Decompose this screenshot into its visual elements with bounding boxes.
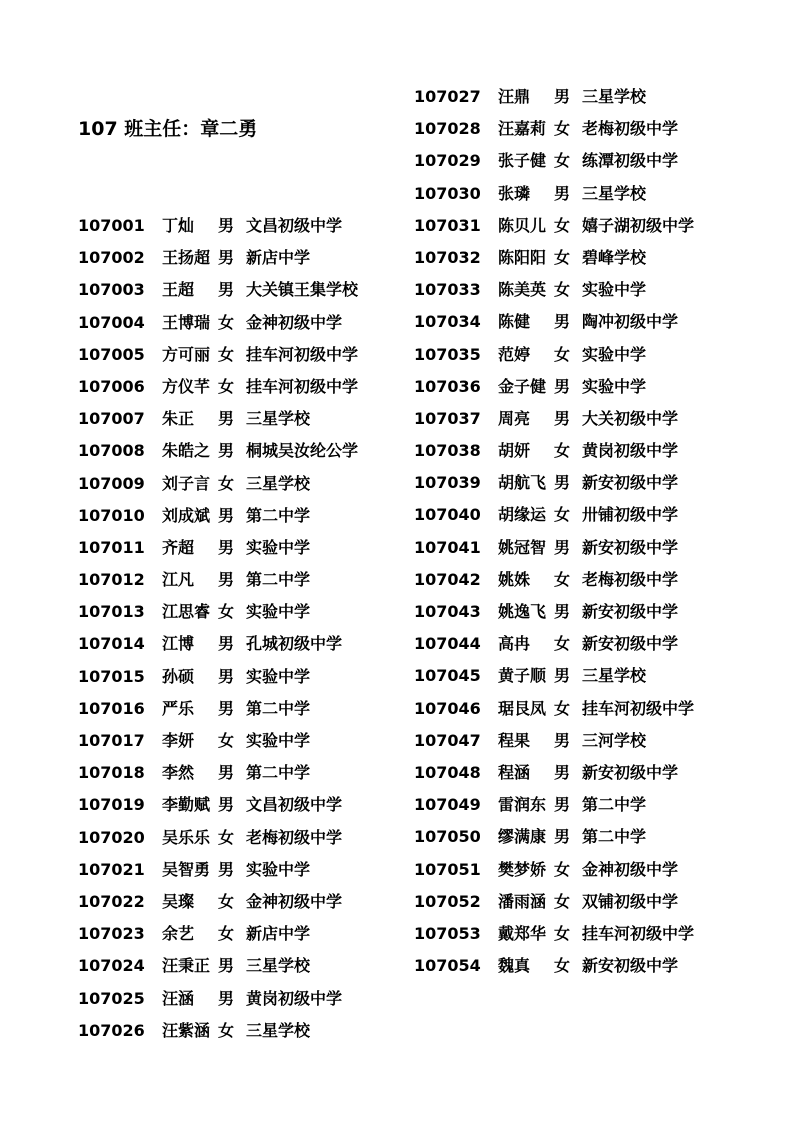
student-row — [78, 371, 408, 403]
student-row — [414, 660, 744, 692]
student-row — [414, 210, 744, 242]
student-row — [78, 822, 408, 854]
student-name: 姚姝 — [498, 569, 531, 589]
student-gender: 女 — [554, 634, 571, 654]
student-school: 实验中学 — [246, 602, 311, 622]
student-name: 孙硕 — [162, 666, 195, 686]
student-row — [414, 113, 744, 145]
student-school: 第二中学 — [582, 827, 647, 847]
student-gender: 女 — [218, 473, 235, 493]
student-row — [414, 693, 744, 725]
page-title: 107 班主任：章二勇 — [78, 118, 258, 140]
student-name: 李然 — [162, 763, 195, 783]
student-id: 107018 — [78, 763, 145, 783]
student-list-right — [414, 81, 744, 982]
student-name: 陈健 — [498, 312, 531, 332]
student-id: 107052 — [414, 891, 481, 911]
student-name: 周亮 — [498, 408, 531, 428]
student-school: 实验中学 — [246, 731, 311, 750]
student-gender: 女 — [554, 569, 571, 589]
student-school: 实验中学 — [582, 376, 647, 396]
student-gender: 男 — [218, 763, 235, 783]
student-school: 黄岗初级中学 — [246, 988, 343, 1008]
student-school: 练潭初级中学 — [582, 151, 679, 171]
student-school: 金神初级中学 — [582, 859, 679, 879]
student-id: 107027 — [414, 87, 481, 106]
student-gender: 男 — [554, 376, 571, 396]
student-row — [78, 435, 408, 467]
student-school: 第二中学 — [246, 698, 311, 718]
student-row — [78, 854, 408, 886]
student-gender: 男 — [218, 634, 235, 654]
student-school: 第二中学 — [582, 795, 647, 815]
student-name: 李勤赋 — [162, 795, 211, 815]
student-gender: 女 — [218, 1020, 235, 1040]
student-gender: 女 — [554, 698, 571, 718]
student-gender: 男 — [554, 762, 571, 782]
student-gender: 女 — [218, 376, 235, 396]
student-school: 孔城初级中学 — [246, 634, 343, 654]
student-school: 文昌初级中学 — [246, 795, 343, 815]
student-school: 第二中学 — [246, 505, 311, 525]
student-school: 老梅初级中学 — [246, 827, 343, 847]
student-gender: 男 — [218, 698, 235, 718]
student-gender: 女 — [554, 956, 571, 976]
student-id: 107002 — [78, 248, 145, 268]
student-id: 107050 — [414, 827, 481, 847]
student-row — [414, 725, 744, 757]
student-gender: 男 — [218, 956, 235, 976]
student-school: 实验中学 — [582, 280, 647, 300]
student-gender: 男 — [218, 988, 235, 1008]
student-row — [414, 886, 744, 918]
student-school: 实验中学 — [582, 344, 647, 364]
student-school: 三星学校 — [582, 666, 647, 686]
student-name: 姚逸飞 — [498, 602, 547, 621]
student-row — [414, 178, 744, 210]
student-school: 卅铺初级中学 — [582, 505, 679, 525]
student-name: 李妍 — [162, 731, 195, 750]
student-row — [78, 693, 408, 725]
student-id: 107009 — [78, 473, 145, 493]
student-name: 汪紫涵 — [162, 1020, 211, 1040]
student-school: 老梅初级中学 — [582, 119, 679, 139]
student-school: 大关镇王集学校 — [246, 280, 359, 300]
student-row — [78, 661, 408, 693]
student-school: 金神初级中学 — [246, 312, 343, 332]
student-name: 胡缘运 — [498, 505, 547, 525]
student-name: 高冉 — [498, 634, 531, 654]
student-id: 107017 — [78, 731, 145, 750]
student-gender: 男 — [554, 602, 571, 621]
student-row — [414, 145, 744, 177]
student-row — [78, 274, 408, 306]
student-gender: 女 — [218, 312, 235, 332]
student-row — [414, 918, 744, 950]
student-id: 107042 — [414, 569, 481, 589]
student-id: 107004 — [78, 312, 145, 332]
student-school: 金神初级中学 — [246, 891, 343, 911]
student-id: 107016 — [78, 698, 145, 718]
student-gender: 男 — [554, 730, 571, 750]
student-gender: 女 — [218, 731, 235, 750]
student-name: 张子健 — [498, 151, 547, 171]
student-school: 三星学校 — [246, 473, 311, 493]
student-id: 107013 — [78, 602, 145, 622]
student-id: 107022 — [78, 891, 145, 911]
student-row — [78, 564, 408, 596]
student-name: 朱正 — [162, 409, 195, 429]
student-name: 丁灿 — [162, 216, 195, 235]
student-row — [414, 81, 744, 113]
student-school: 陶冲初级中学 — [582, 312, 679, 332]
student-gender: 女 — [554, 344, 571, 364]
student-id: 107001 — [78, 216, 145, 235]
student-name: 胡航飞 — [498, 473, 547, 493]
student-school: 三星学校 — [246, 409, 311, 429]
student-id: 107044 — [414, 634, 481, 654]
student-gender: 男 — [554, 827, 571, 847]
student-row — [78, 500, 408, 532]
student-row — [414, 950, 744, 982]
student-gender: 男 — [554, 473, 571, 493]
student-id: 107006 — [78, 376, 145, 396]
student-name: 余艺 — [162, 924, 195, 944]
student-row — [414, 435, 744, 467]
student-row — [78, 532, 408, 564]
student-name: 黄子顺 — [498, 666, 547, 686]
student-name: 江凡 — [162, 570, 195, 590]
student-id: 107048 — [414, 762, 481, 782]
student-name: 汪嘉莉 — [498, 119, 547, 139]
student-name: 刘子言 — [162, 473, 211, 493]
student-row — [414, 789, 744, 821]
student-row — [78, 628, 408, 660]
student-gender: 女 — [554, 505, 571, 525]
student-name: 汪鼎 — [498, 87, 531, 106]
student-row — [414, 854, 744, 886]
student-gender: 男 — [554, 795, 571, 815]
student-gender: 女 — [554, 280, 571, 300]
student-row — [414, 564, 744, 596]
student-id: 107007 — [78, 409, 145, 429]
student-id: 107041 — [414, 537, 481, 557]
student-school: 三星学校 — [246, 956, 311, 976]
student-id: 107046 — [414, 698, 481, 718]
student-id: 107035 — [414, 344, 481, 364]
student-name: 汪涵 — [162, 988, 195, 1008]
student-gender: 男 — [554, 666, 571, 686]
student-school: 第二中学 — [246, 763, 311, 783]
student-gender: 男 — [218, 505, 235, 525]
student-name: 朱皓之 — [162, 441, 211, 461]
student-id: 107033 — [414, 280, 481, 300]
student-school: 桐城吴汝纶公学 — [246, 441, 359, 461]
student-row — [78, 725, 408, 757]
student-row — [78, 757, 408, 789]
student-id: 107045 — [414, 666, 481, 686]
student-school: 新店中学 — [246, 924, 311, 944]
student-name: 陈阳阳 — [498, 247, 547, 267]
student-school: 老梅初级中学 — [582, 569, 679, 589]
student-gender: 男 — [554, 537, 571, 557]
student-name: 陈美英 — [498, 280, 547, 300]
student-id: 107003 — [78, 280, 145, 300]
student-id: 107023 — [78, 924, 145, 944]
student-school: 三星学校 — [582, 87, 647, 106]
student-row — [78, 789, 408, 821]
student-school: 新安初级中学 — [582, 537, 679, 557]
student-school: 新安初级中学 — [582, 602, 679, 621]
student-row — [414, 242, 744, 274]
student-name: 严乐 — [162, 698, 195, 718]
student-row — [78, 339, 408, 371]
student-row — [414, 757, 744, 789]
student-row — [414, 371, 744, 403]
student-id: 107015 — [78, 666, 145, 686]
student-name: 齐超 — [162, 537, 195, 557]
student-row — [78, 596, 408, 628]
student-name: 王扬超 — [162, 248, 211, 268]
student-school: 挂车河初级中学 — [246, 376, 359, 396]
student-school: 碧峰学校 — [582, 247, 647, 267]
student-name: 方可丽 — [162, 344, 211, 364]
student-id: 107014 — [78, 634, 145, 654]
student-gender: 男 — [218, 441, 235, 461]
student-name: 吴乐乐 — [162, 827, 211, 847]
student-school: 挂车河初级中学 — [582, 698, 695, 718]
student-id: 107038 — [414, 441, 481, 461]
student-gender: 女 — [554, 891, 571, 911]
student-row — [414, 467, 744, 499]
student-name: 王超 — [162, 280, 195, 300]
student-row — [78, 918, 408, 950]
student-row — [414, 339, 744, 371]
student-school: 嬉子湖初级中学 — [582, 215, 695, 235]
student-gender: 女 — [218, 602, 235, 622]
student-row — [78, 210, 408, 242]
student-school: 三星学校 — [582, 183, 647, 203]
student-name: 姚冠智 — [498, 537, 547, 557]
student-gender: 男 — [218, 248, 235, 268]
student-school: 三星学校 — [246, 1020, 311, 1040]
student-gender: 女 — [554, 923, 571, 943]
student-id: 107012 — [78, 570, 145, 590]
student-row — [414, 274, 744, 306]
student-gender: 女 — [218, 891, 235, 911]
student-school: 第二中学 — [246, 570, 311, 590]
student-row — [78, 983, 408, 1015]
student-id: 107008 — [78, 441, 145, 461]
student-gender: 男 — [218, 666, 235, 686]
student-name: 樊梦娇 — [498, 859, 547, 879]
student-school: 新安初级中学 — [582, 956, 679, 976]
student-gender: 男 — [218, 537, 235, 557]
student-name: 江思睿 — [162, 602, 211, 622]
student-name: 胡妍 — [498, 441, 531, 461]
student-gender: 女 — [554, 859, 571, 879]
student-id: 107026 — [78, 1020, 145, 1040]
student-gender: 男 — [218, 795, 235, 815]
student-gender: 女 — [554, 215, 571, 235]
student-school: 实验中学 — [246, 859, 311, 879]
student-name: 刘成斌 — [162, 505, 211, 525]
student-gender: 男 — [218, 570, 235, 590]
student-gender: 男 — [554, 87, 571, 106]
student-school: 挂车河初级中学 — [246, 344, 359, 364]
student-school: 新安初级中学 — [582, 762, 679, 782]
student-school: 新店中学 — [246, 248, 311, 268]
student-gender: 女 — [218, 827, 235, 847]
student-row — [414, 628, 744, 660]
student-row — [78, 403, 408, 435]
student-id: 107039 — [414, 473, 481, 493]
student-id: 107047 — [414, 730, 481, 750]
student-id: 107025 — [78, 988, 145, 1008]
student-name: 魏真 — [498, 956, 531, 976]
student-name: 潘雨涵 — [498, 891, 547, 911]
student-name: 程涵 — [498, 762, 531, 782]
student-gender: 男 — [218, 280, 235, 300]
student-id: 107043 — [414, 602, 481, 621]
student-id: 107037 — [414, 408, 481, 428]
student-id: 107011 — [78, 537, 145, 557]
student-gender: 男 — [554, 183, 571, 203]
student-id: 107029 — [414, 151, 481, 171]
student-name: 琚艮凤 — [498, 698, 547, 718]
student-row — [78, 950, 408, 982]
student-row — [414, 821, 744, 853]
student-gender: 男 — [554, 408, 571, 428]
student-gender: 女 — [554, 119, 571, 139]
student-school: 大关初级中学 — [582, 408, 679, 428]
student-name: 王博瑞 — [162, 312, 211, 332]
student-id: 107051 — [414, 859, 481, 879]
student-school: 新安初级中学 — [582, 634, 679, 654]
student-name: 张璘 — [498, 183, 531, 203]
student-id: 107028 — [414, 119, 481, 139]
student-row — [414, 403, 744, 435]
student-school: 实验中学 — [246, 537, 311, 557]
student-gender: 男 — [218, 409, 235, 429]
student-row — [414, 499, 744, 531]
student-id: 107005 — [78, 344, 145, 364]
student-gender: 女 — [218, 344, 235, 364]
student-id: 107053 — [414, 923, 481, 943]
student-row — [78, 242, 408, 274]
student-name: 范婷 — [498, 344, 531, 364]
student-id: 107010 — [78, 505, 145, 525]
student-gender: 女 — [218, 924, 235, 944]
student-name: 吴智勇 — [162, 859, 211, 879]
student-list-left — [78, 210, 408, 1047]
student-name: 陈贝儿 — [498, 215, 547, 235]
student-row — [414, 532, 744, 564]
student-id: 107024 — [78, 956, 145, 976]
student-name: 方仪芊 — [162, 376, 211, 396]
student-id: 107032 — [414, 247, 481, 267]
student-gender: 男 — [554, 312, 571, 332]
student-gender: 女 — [554, 151, 571, 171]
student-gender: 男 — [218, 216, 235, 235]
student-id: 107040 — [414, 505, 481, 525]
student-name: 雷润东 — [498, 795, 547, 815]
student-school: 三河学校 — [582, 730, 647, 750]
student-school: 黄岗初级中学 — [582, 441, 679, 461]
student-name: 江博 — [162, 634, 195, 654]
student-id: 107021 — [78, 859, 145, 879]
student-gender: 女 — [554, 441, 571, 461]
student-name: 汪秉正 — [162, 956, 211, 976]
student-school: 双铺初级中学 — [582, 891, 679, 911]
student-row — [414, 306, 744, 338]
student-row — [414, 596, 744, 628]
student-row — [78, 468, 408, 500]
student-id: 107031 — [414, 215, 481, 235]
student-school: 实验中学 — [246, 666, 311, 686]
student-school: 挂车河初级中学 — [582, 923, 695, 943]
student-name: 吴璨 — [162, 891, 195, 911]
student-row — [78, 1015, 408, 1047]
student-id: 107054 — [414, 956, 481, 976]
student-id: 107034 — [414, 312, 481, 332]
student-name: 金子健 — [498, 376, 547, 396]
student-id: 107020 — [78, 827, 145, 847]
student-name: 戴郑华 — [498, 923, 547, 943]
student-name: 缪满康 — [498, 827, 547, 847]
student-gender: 男 — [218, 859, 235, 879]
student-row — [78, 886, 408, 918]
student-id: 107019 — [78, 795, 145, 815]
student-id: 107036 — [414, 376, 481, 396]
student-name: 程果 — [498, 730, 531, 750]
student-row — [78, 307, 408, 339]
student-id: 107049 — [414, 795, 481, 815]
student-gender: 女 — [554, 247, 571, 267]
student-school: 新安初级中学 — [582, 473, 679, 493]
student-school: 文昌初级中学 — [246, 216, 343, 235]
student-id: 107030 — [414, 183, 481, 203]
